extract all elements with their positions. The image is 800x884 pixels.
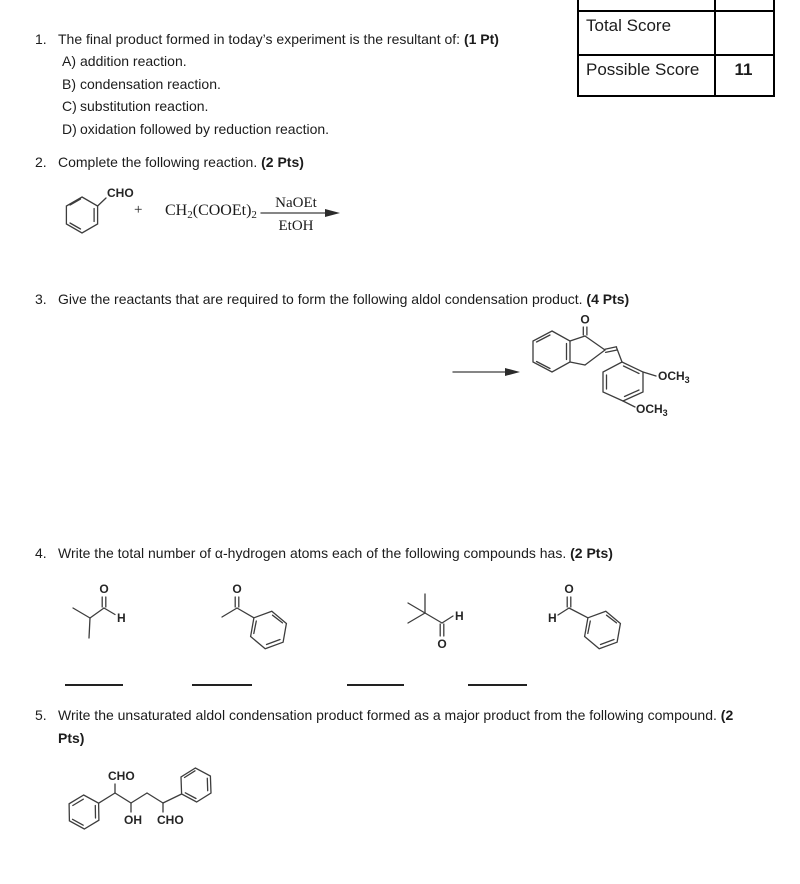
carbonyl-o-label: O (437, 637, 447, 651)
q4-answer-blank-2 (192, 684, 252, 686)
possible-score-value: 11 (714, 56, 771, 95)
score-table-row-possible (579, 54, 773, 95)
question-5-text: Write the unsaturated aldol condensation product formed as a major product from the following compound. (58, 707, 717, 723)
total-score-label: Total Score (586, 16, 672, 35)
plus-sign: + (134, 202, 143, 218)
option-d-text: oxidation followed by reduction reaction. (80, 121, 330, 137)
carbonyl-o-label: O (99, 582, 109, 596)
dimethoxybenzylidene-indanone-structure (523, 306, 718, 421)
question-1-text: The final product formed in today’s experiment is the resultant of: (58, 31, 461, 47)
question-1 (35, 30, 765, 48)
methoxy-base: OCH (658, 369, 685, 383)
formula-subscript: 2 (187, 209, 193, 221)
aldehyde-h-label: H (548, 611, 557, 625)
oh-label: OH (124, 813, 142, 827)
hydroxy-dialdehyde-structure (55, 762, 230, 840)
reagent-below-arrow: EtOH (278, 218, 314, 234)
aldehyde-h-label: H (117, 611, 126, 625)
question-2-text: Complete the following reaction. (58, 154, 258, 170)
question-1-option-d (62, 120, 329, 138)
option-b-letter: B) (62, 76, 76, 92)
benzaldehyde-structure (545, 578, 645, 653)
aldehyde-h-label: H (455, 609, 464, 623)
option-a-text: addition reaction. (80, 53, 187, 69)
q4-answer-blank-4 (468, 684, 527, 686)
question-5-points-part1: (2 (720, 707, 734, 723)
reagent-above-arrow: NaOEt (275, 195, 317, 211)
carbonyl-o-label: O (232, 582, 242, 596)
formula-part: (COOEt) (192, 202, 252, 219)
question-5-points-part2: Pts) (58, 730, 85, 746)
question-2-points: (2 Pts) (261, 154, 304, 170)
cho-label: CHO (157, 813, 184, 827)
question-3-points: (4 Pts) (586, 291, 630, 307)
cho-label: CHO (108, 769, 135, 783)
cho-label: CHO (107, 186, 134, 200)
possible-score-label: Possible Score (586, 60, 700, 79)
question-4-text: Write the total number of α-hydrogen atoms each of the following compounds has. (58, 545, 567, 561)
isobutyraldehyde-structure (60, 578, 145, 650)
score-table (577, 0, 775, 97)
question-3-text: Give the reactants that are required to form the following aldol condensation product. (58, 291, 583, 307)
question-1-points: (1 Pt) (463, 31, 499, 47)
methoxy-label (636, 402, 668, 418)
question-5-number: 5. (35, 707, 47, 723)
malonate-formula (165, 202, 257, 221)
formula-subscript: 2 (251, 209, 257, 221)
question-2 (35, 153, 765, 171)
question-4-points: (2 Pts) (570, 545, 613, 561)
methoxy-subscript: 3 (684, 375, 690, 385)
question-1-option-c (62, 97, 208, 115)
score-table-empty-cell (714, 0, 771, 10)
option-d-letter: D) (62, 121, 77, 137)
pivaldehyde-structure (398, 580, 483, 660)
question-5 (35, 704, 745, 750)
option-c-text: substitution reaction. (80, 98, 209, 114)
carbonyl-o-label: O (580, 312, 590, 327)
methoxy-base: OCH (636, 402, 663, 416)
reaction-arrow-icon (452, 365, 522, 379)
score-table-empty-cell (579, 0, 714, 10)
score-table-row-cut (579, 0, 773, 10)
q4-answer-blank-3 (347, 684, 404, 686)
formula-part: CH (165, 202, 188, 219)
methoxy-label (658, 369, 690, 385)
acetophenone-structure (215, 578, 310, 653)
option-a-letter: A) (62, 53, 76, 69)
option-c-letter: C) (62, 98, 77, 114)
q4-answer-blank-1 (65, 684, 123, 686)
question-1-option-a (62, 52, 187, 70)
question-3-number: 3. (35, 291, 47, 307)
question-2-number: 2. (35, 154, 47, 170)
question-1-option-b (62, 75, 221, 93)
option-b-text: condensation reaction. (80, 76, 221, 92)
question-4 (35, 544, 765, 562)
carbonyl-o-label: O (564, 582, 574, 596)
question-1-number: 1. (35, 31, 47, 47)
question-4-number: 4. (35, 545, 47, 561)
methoxy-subscript: 3 (662, 408, 668, 418)
